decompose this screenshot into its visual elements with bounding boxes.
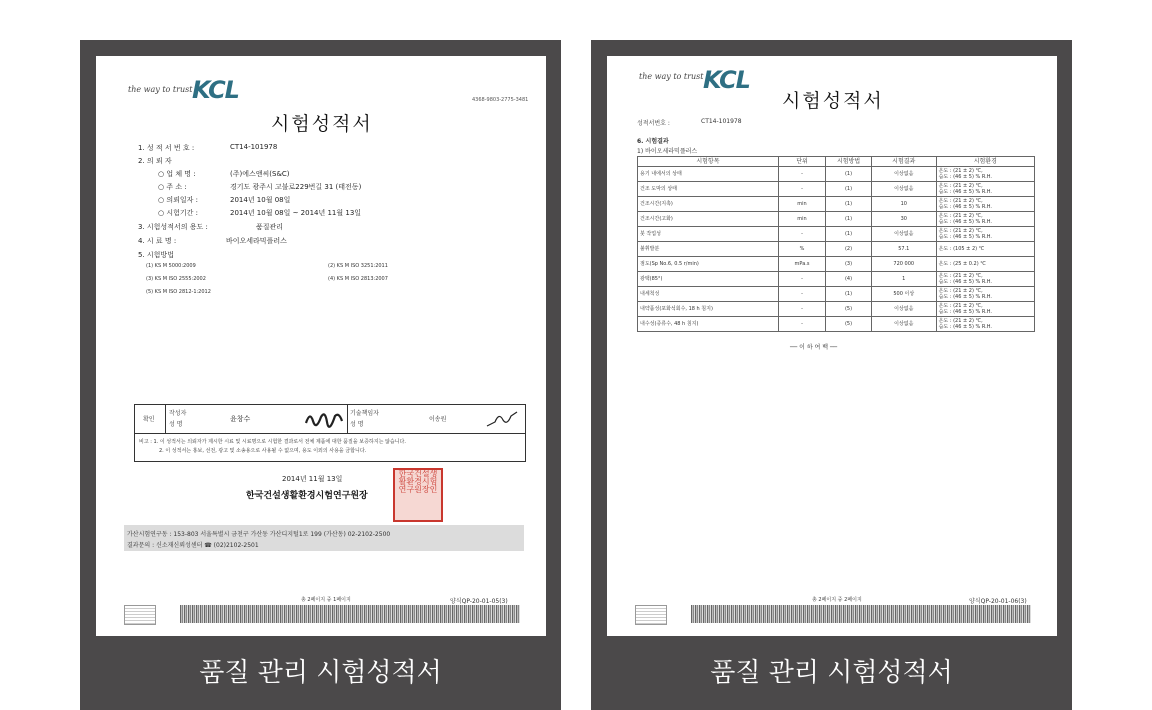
cell-env (936, 302, 1034, 317)
writer-label: 작성자 (169, 410, 187, 417)
cell-result (871, 242, 936, 257)
cell-item (638, 272, 779, 287)
table-header-row (638, 157, 1035, 167)
cell-item-text: 내수성(증류수, 48 h 침지) (640, 321, 699, 327)
cell-item-text: 내세척성 (640, 291, 660, 297)
field-value-address: 경기도 광주시 고불로229번길 31 (태전동) (230, 183, 362, 191)
cell-method (826, 212, 872, 227)
cell-method (826, 197, 872, 212)
cell-method-text: (5) (844, 306, 853, 312)
cell-env (936, 182, 1034, 197)
cell-item-text: 점도(Sp No.6, 0.5 r/min) (640, 261, 699, 267)
barcode (180, 605, 520, 623)
tech-name-label: 성 명 (350, 421, 364, 428)
cell-item-text: 불휘발분 (640, 246, 660, 252)
cell-env-text: 온도 : (25 ± 0.2) ℃ (938, 261, 986, 267)
report-number: CT14-101978 (701, 118, 742, 125)
cell-result (871, 287, 936, 302)
cell-unit-text: - (801, 276, 803, 282)
cell-item (638, 197, 779, 212)
cell-unit-text: mPa.s (794, 261, 810, 267)
cell-result (871, 317, 936, 332)
cell-unit (778, 182, 825, 197)
method-item: (1) KS M 5000:2009 (146, 263, 196, 269)
field-value-test-period: 2014년 10월 08일 ~ 2014년 11월 13일 (230, 209, 362, 217)
qr-code (124, 605, 156, 625)
col-header-method: 시험방법 (826, 157, 872, 167)
table-row (638, 302, 1035, 317)
qr-code (635, 605, 667, 625)
cell-result (871, 302, 936, 317)
certificate-page-1 (96, 56, 546, 636)
cell-result-text: 720 000 (893, 261, 915, 267)
table-row (638, 197, 1035, 212)
form-number: 양식QP-20-01-06(3) (969, 598, 1027, 605)
cell-item-text: 붓 작업성 (640, 231, 661, 237)
panel-caption: 품질 관리 시험성적서 (199, 658, 442, 688)
cell-method (826, 257, 872, 272)
address-bar (124, 525, 524, 551)
document-panel-left (80, 40, 561, 710)
cell-unit-text: min (797, 216, 807, 222)
cell-env (936, 287, 1034, 302)
page-indicator: 총 2페이지 중 1페이지 (301, 597, 351, 603)
cell-item-text: 용기 내에서의 상태 (640, 171, 682, 177)
page-indicator: 총 2페이지 중 2페이지 (812, 597, 862, 603)
cell-item (638, 242, 779, 257)
writer-signature-image (303, 407, 345, 431)
cell-item (638, 227, 779, 242)
cell-result (871, 197, 936, 212)
tagline: the way to trust (639, 72, 704, 81)
col-header-env: 시험환경 (936, 157, 1034, 167)
cell-env-text: 온도 : (21 ± 2) ℃, 습도 : (46 ± 5) % R.H. (938, 303, 992, 315)
cell-unit-text: - (801, 321, 803, 327)
cell-env (936, 167, 1034, 182)
cell-item-text: 내약품성(포화석회수, 18 h 침지) (640, 306, 713, 312)
table-row (638, 317, 1035, 332)
cell-method-text: (1) (844, 231, 853, 237)
cell-result-text: 이상없음 (894, 321, 914, 327)
cell-result-text: 이상없음 (894, 306, 914, 312)
table-row (638, 167, 1035, 182)
cell-env-text: 온도 : (21 ± 2) ℃, 습도 : (46 ± 5) % R.H. (938, 318, 992, 330)
cell-unit (778, 197, 825, 212)
field-value-sample: 바이오세라믹플러스 (226, 237, 287, 245)
cell-env-text: 온도 : (21 ± 2) ℃, 습도 : (46 ± 5) % R.H. (938, 213, 992, 225)
cell-method (826, 182, 872, 197)
field-value-report-no: CT14-101978 (230, 143, 278, 151)
table-row (638, 257, 1035, 272)
cell-item (638, 182, 779, 197)
field-value-purpose: 품질관리 (256, 223, 284, 231)
cell-method-text: (1) (844, 171, 853, 177)
cell-unit (778, 272, 825, 287)
cell-result-text: 30 (900, 216, 907, 222)
method-item: (4) KS M ISO 2813:2007 (328, 276, 388, 282)
method-item: (3) KS M ISO 2555:2002 (146, 276, 206, 282)
tech-manager-name: 이송원 (429, 416, 447, 423)
field-value-company: (주)에스앤씨(S&C) (230, 170, 290, 178)
barcode (691, 605, 1031, 623)
field-label-client: 2. 의 뢰 자 (138, 157, 172, 165)
kcl-logo: KCL (192, 76, 239, 104)
cell-result (871, 227, 936, 242)
field-label-company: ○ 업 체 명 : (158, 170, 196, 178)
cell-item (638, 317, 779, 332)
confirm-label: 확인 (143, 416, 155, 423)
table-row (638, 272, 1035, 287)
cell-method-text: (2) (844, 246, 853, 252)
cell-result-text: 이상없음 (894, 231, 914, 237)
cell-unit (778, 227, 825, 242)
method-item: (5) KS M ISO 2812-1:2012 (146, 289, 211, 295)
cell-item (638, 212, 779, 227)
results-table (637, 156, 1035, 332)
cell-env (936, 317, 1034, 332)
cell-unit (778, 287, 825, 302)
cell-unit-text: min (797, 201, 807, 207)
cell-result-text: 1 (902, 276, 906, 282)
cell-method (826, 272, 872, 287)
cell-method (826, 242, 872, 257)
cell-method-text: (5) (844, 321, 853, 327)
cell-item-text: 건조 도막의 상태 (640, 186, 677, 192)
cell-env-text: 온도 : (21 ± 2) ℃, 습도 : (46 ± 5) % R.H. (938, 198, 992, 210)
cell-unit (778, 212, 825, 227)
cell-result-text: 이상없음 (894, 171, 914, 177)
field-label-sample: 4. 시 료 명 : (138, 237, 177, 245)
cell-method-text: (4) (844, 276, 853, 282)
cell-item (638, 287, 779, 302)
cell-item (638, 257, 779, 272)
cell-item-text: 광택(85°) (640, 276, 663, 282)
report-number-label: 성적서번호 : (637, 120, 670, 127)
cell-item-text: 건조시간(지촉) (640, 201, 673, 207)
field-value-request-date: 2014년 10월 08일 (230, 196, 291, 204)
method-item: (2) KS M ISO 3251:2011 (328, 263, 388, 269)
cell-env-text: 온도 : (21 ± 2) ℃, 습도 : (46 ± 5) % R.H. (938, 228, 992, 240)
cell-unit-text: - (801, 306, 803, 312)
cell-unit (778, 242, 825, 257)
cell-env (936, 212, 1034, 227)
note-2: 2. 이 성적서는 홍보, 선전, 광고 및 소송용으로 사용될 수 없으며, 용도 이외의 사용을 금합니다. (159, 448, 367, 454)
cell-env (936, 272, 1034, 287)
cell-env-text: 온도 : (21 ± 2) ℃, 습도 : (46 ± 5) % R.H. (938, 273, 992, 285)
page-title: 시험성적서 (782, 90, 884, 112)
end-of-content-mark: ── 이 하 여 백 ── (790, 344, 838, 351)
cell-unit-text: % (799, 246, 805, 252)
cell-env-text: 온도 : (21 ± 2) ℃, 습도 : (46 ± 5) % R.H. (938, 168, 992, 180)
page-title: 시험성적서 (271, 113, 373, 135)
field-label-test-period: ○ 시험기간 : (158, 209, 198, 217)
official-seal: 한국건설생활환경시험연구원장인 (393, 468, 443, 522)
cell-env (936, 227, 1034, 242)
cell-method (826, 317, 872, 332)
field-label-address: ○ 주 소 : (158, 183, 187, 191)
cell-unit-text: - (801, 171, 803, 177)
note-1: 비고 : 1. 이 성적서는 의뢰자가 제시한 시료 및 시료명으로 시험한 결과로서 전체 제품에 대한 품질을 보증하지는 않습니다. (139, 439, 406, 445)
writer-name-label: 성 명 (169, 421, 183, 428)
cell-method (826, 167, 872, 182)
cell-method-text: (1) (844, 291, 853, 297)
field-label-purpose: 3. 시험성적서의 용도 : (138, 223, 208, 231)
table-row (638, 212, 1035, 227)
issuer: 한국건설생활환경시험연구원장 (246, 491, 368, 501)
cell-unit (778, 167, 825, 182)
subsection-title: 1) 바이오세라믹플러스 (637, 148, 698, 155)
cell-env (936, 257, 1034, 272)
writer-name: 윤창수 (230, 415, 251, 423)
cell-unit-text: - (801, 186, 803, 192)
cell-env-text: 온도 : (21 ± 2) ℃, 습도 : (46 ± 5) % R.H. (938, 288, 992, 300)
cell-env-text: 온도 : (105 ± 2) ℃ (938, 246, 985, 252)
cell-unit-text: - (801, 291, 803, 297)
col-header-result: 시험결과 (871, 157, 936, 167)
doc-number: 4368-9803-2775-3481 (472, 97, 529, 103)
certificate-page-2 (607, 56, 1057, 636)
cell-item (638, 167, 779, 182)
tech-signature-image (485, 408, 519, 430)
table-row (638, 227, 1035, 242)
address-line: 가산시험연구동 : 153-803 서울특별시 금천구 가산동 가산디지털1로 199 (가산동) 02-2102-2500 (127, 531, 391, 538)
cell-unit-text: - (801, 231, 803, 237)
table-row (638, 182, 1035, 197)
cell-method-text: (1) (844, 216, 853, 222)
tagline: the way to trust (128, 85, 193, 94)
cell-unit (778, 257, 825, 272)
contact-line: 결과문의 : 신소재신뢰성센터 ☎ (02)2102-2501 (127, 542, 259, 549)
section-title: 6. 시험결과 (637, 138, 669, 145)
col-header-unit: 단위 (778, 157, 825, 167)
panel-caption: 품질 관리 시험성적서 (710, 658, 953, 688)
signature-row (135, 405, 525, 434)
cell-method-text: (1) (844, 186, 853, 192)
cell-method (826, 227, 872, 242)
cell-env-text: 온도 : (21 ± 2) ℃, 습도 : (46 ± 5) % R.H. (938, 183, 992, 195)
cell-result (871, 212, 936, 227)
cell-result-text: 500 이상 (893, 291, 915, 297)
cell-result (871, 272, 936, 287)
cell-result (871, 167, 936, 182)
cell-env (936, 242, 1034, 257)
form-number: 양식QP-20-01-05(3) (450, 598, 508, 605)
cell-method (826, 302, 872, 317)
cell-method-text: (3) (844, 261, 853, 267)
field-label-report-no: 1. 성 적 서 번 호 : (138, 144, 195, 152)
cell-unit (778, 317, 825, 332)
cell-result-text: 이상없음 (894, 186, 914, 192)
signature-box (134, 404, 526, 462)
document-panel-right (591, 40, 1072, 710)
cell-item (638, 302, 779, 317)
table-row (638, 287, 1035, 302)
kcl-logo: KCL (703, 66, 750, 94)
cell-method-text: (1) (844, 201, 853, 207)
cell-result-text: 10 (900, 201, 907, 207)
cell-result (871, 182, 936, 197)
cell-env (936, 197, 1034, 212)
cell-result (871, 257, 936, 272)
tech-manager-label: 기술책임자 (350, 410, 379, 417)
table-row (638, 242, 1035, 257)
col-header-item: 시험항목 (638, 157, 779, 167)
cell-method (826, 287, 872, 302)
field-label-request-date: ○ 의뢰일자 : (158, 196, 198, 204)
field-label-method: 5. 시험방법 (138, 251, 174, 259)
cell-unit (778, 302, 825, 317)
cell-item-text: 건조시간(고화) (640, 216, 673, 222)
cell-result-text: 57.1 (898, 246, 910, 252)
issue-date: 2014년 11월 13일 (282, 475, 343, 483)
